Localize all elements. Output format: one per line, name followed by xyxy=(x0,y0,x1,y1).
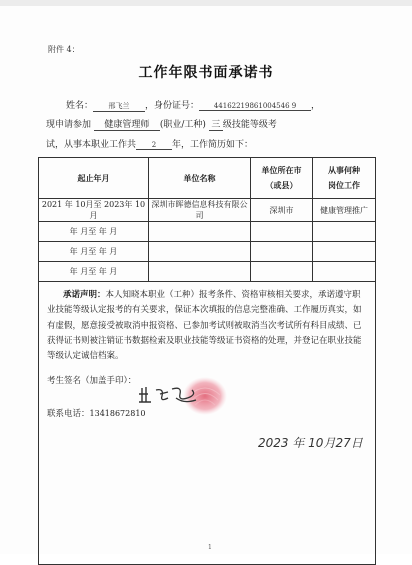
declaration-row xyxy=(39,282,376,565)
phone-value: 13418672810 xyxy=(89,408,146,418)
cell-period: 年 月至 年 月 xyxy=(39,222,149,242)
years-prefix: 试，从事本职业工作共 xyxy=(46,140,137,150)
occupation-field: 健康管理师 xyxy=(94,117,160,131)
scan-edge xyxy=(0,0,412,6)
table-row xyxy=(39,262,376,282)
apply-line xyxy=(46,117,277,131)
cell-company: 深圳市晖德信息科技有限公司 xyxy=(149,199,251,222)
id-label: ，身份证号： xyxy=(145,101,200,111)
header-position: 从事何种 岗位工作 xyxy=(313,158,376,199)
page-number: 1 xyxy=(208,544,212,551)
cell-company xyxy=(149,222,251,242)
years-line xyxy=(46,137,253,150)
id-number-field: 44162219861004546 9 xyxy=(199,102,311,111)
table-row xyxy=(39,199,376,222)
name-label: 姓名： xyxy=(66,101,94,111)
level-field: 三 xyxy=(209,117,223,131)
table-row xyxy=(39,222,376,242)
table-header-row xyxy=(39,158,376,199)
cell-city xyxy=(251,222,313,242)
cell-period: 年 月至 年 月 xyxy=(39,242,149,262)
line-comma: ， xyxy=(311,101,321,111)
work-history-table xyxy=(38,157,376,565)
cell-period: 2021 年 10月至 2023年 10月 xyxy=(39,199,149,222)
phone-label: 联系电话： xyxy=(47,408,90,419)
declaration-label: 承诺声明： xyxy=(63,290,106,300)
applicant-line xyxy=(66,98,320,112)
handwritten-signature xyxy=(138,384,200,406)
cell-city xyxy=(251,242,313,262)
header-company: 单位名称 xyxy=(149,158,251,199)
header-period: 起止年月 xyxy=(39,158,149,199)
cell-position xyxy=(313,222,376,242)
apply-middle: (职业/工种) xyxy=(159,120,206,130)
apply-suffix: 级技能等级考 xyxy=(222,120,277,130)
declaration-text: 本人知晓本职业（工种）报考条件、资格审核相关要求，承诺遵守职业技能等级认定报考的有关要求，保证本次填报的信息完整准确、工作履历真实，如有虚假，愿意接受被取消申报资格、已参加考试则被取消当次考试所有科目成绩、已获得证书则被注销证书数据检索及职业技能等级证书资格的处理，并登记在职业技能等级认定诚信档案。 xyxy=(47,290,362,362)
cell-city: 深圳市 xyxy=(251,199,313,222)
name-field: 邢飞兰 xyxy=(93,101,145,112)
cell-position: 健康管理推广 xyxy=(313,199,376,222)
cell-position xyxy=(313,242,376,262)
signature-label: 考生签名（加盖手印）： xyxy=(47,376,137,387)
header-city: 单位所在市 （或县） xyxy=(251,158,313,199)
annex-label: 附件 4： xyxy=(48,45,80,54)
declaration-cell xyxy=(39,282,376,565)
years-field: 2 xyxy=(136,141,172,150)
cell-city xyxy=(251,262,313,282)
cell-period: 年 月至 年 月 xyxy=(39,262,149,282)
years-suffix: 年，工作简历如下： xyxy=(172,140,254,150)
cell-position xyxy=(313,262,376,282)
apply-prefix: 现申请参加 xyxy=(46,120,92,130)
cell-company xyxy=(149,242,251,262)
page-title: 工作年限书面承诺书 xyxy=(138,65,274,81)
cell-company xyxy=(149,262,251,282)
table-row xyxy=(39,242,376,262)
signature-date: 2023 年 10月27日 xyxy=(258,436,363,450)
